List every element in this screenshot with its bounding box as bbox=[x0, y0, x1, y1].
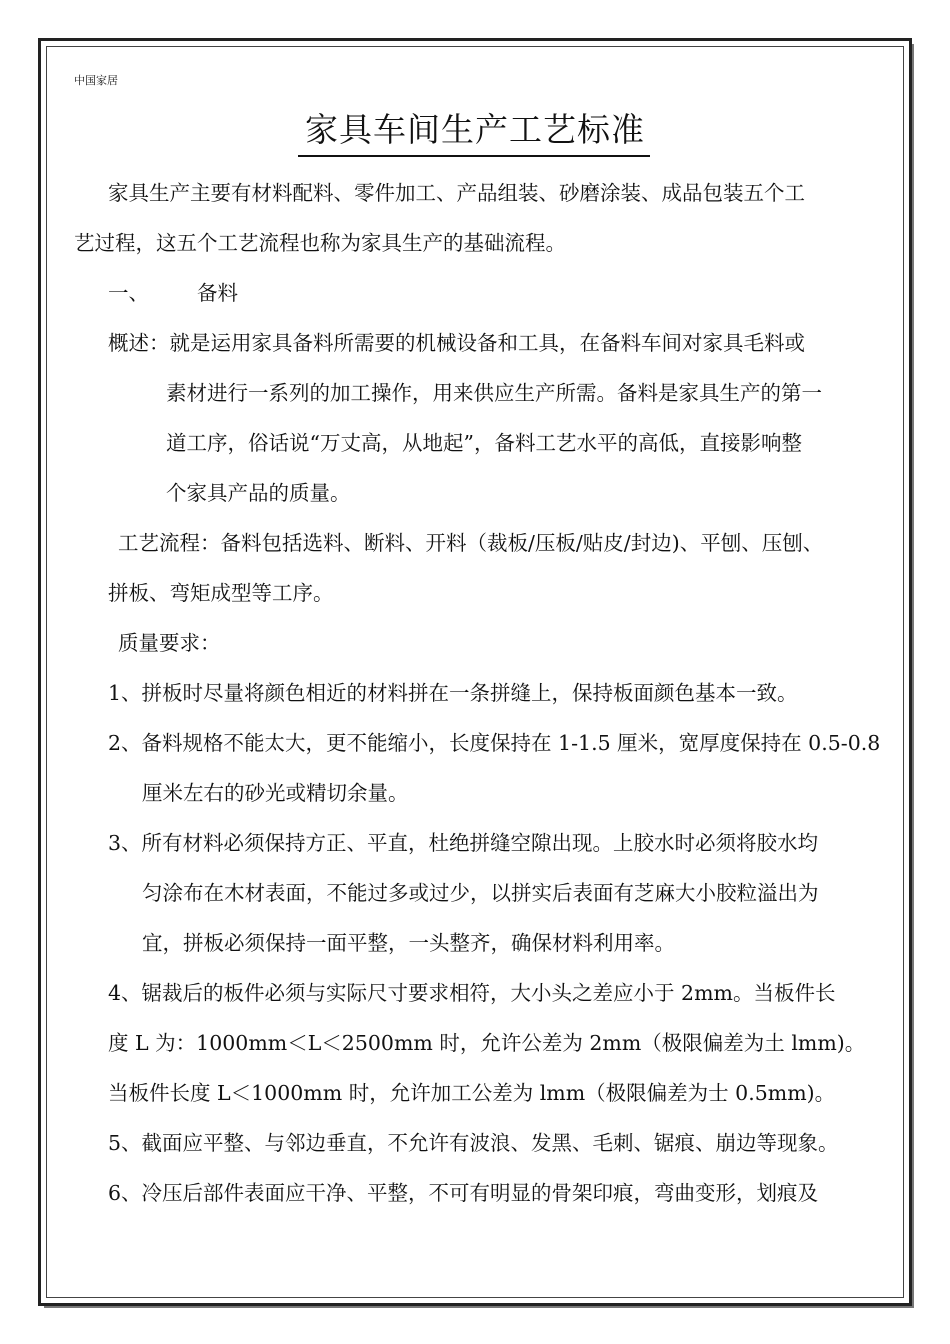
requirement-4-line-1: 4、锯裁后的板件必须与实际尺寸要求相符，大小头之差应小于 2mm。当板件长 bbox=[108, 981, 836, 1005]
header-note: 中国家居 bbox=[74, 74, 118, 87]
intro-line-1: 家具生产主要有材料配料、零件加工、产品组装、砂磨涂装、成品包装五个工 bbox=[108, 181, 805, 205]
requirement-4-line-3: 当板件长度 L＜1000mm 时，允许加工公差为 lmm（极限偏差为士 0.5mm)。 bbox=[108, 1081, 836, 1105]
overview-text-1: 就是运用家具备料所需要的机械设备和工具，在备料车间对家具毛料或 bbox=[169, 331, 805, 355]
document-title: 家具车间生产工艺标准 bbox=[305, 110, 645, 149]
requirement-1-line-1: 1、拼板时尽量将颜色相近的材料拼在一条拼缝上，保持板面颜色基本一致。 bbox=[108, 681, 798, 705]
requirement-5-line-1: 5、截面应平整、与邻边垂直，不允许有波浪、发黑、毛刺、锯痕、崩边等现象。 bbox=[108, 1131, 839, 1155]
document-body bbox=[74, 168, 881, 1218]
requirement-2-line-1: 2、备料规格不能太大，更不能缩小，长度保持在 1-1.5 厘米，宽厚度保持在 0.5-0.8 bbox=[108, 731, 881, 755]
title-underline bbox=[298, 155, 650, 157]
overview-line-4: 个家具产品的质量。 bbox=[166, 481, 351, 505]
section-number: 一、 bbox=[108, 281, 149, 305]
section-title: 备料 bbox=[197, 281, 238, 305]
requirement-3-line-1: 3、所有材料必须保持方正、平直，杜绝拼缝空隙出现。上胶水时必须将胶水均 bbox=[108, 831, 819, 855]
overview-label: 概述： bbox=[108, 331, 170, 355]
requirement-3-line-2: 匀涂布在木材表面，不能过多或过少，以拼实后表面有芝麻大小胶粒溢出为 bbox=[142, 881, 819, 905]
overview-line-1 bbox=[108, 318, 880, 368]
requirement-6-line-1: 6、冷压后部件表面应干净、平整，不可有明显的骨架印痕，弯曲变形，划痕及 bbox=[108, 1181, 819, 1205]
process-line-2: 拼板、弯矩成型等工序。 bbox=[108, 581, 334, 605]
quality-label: 质量要求： bbox=[118, 631, 221, 655]
overview-line-2: 素材进行一系列的加工操作，用来供应生产所需。备料是家具生产的第一 bbox=[166, 381, 822, 405]
overview-line-3: 道工序，俗话说“万丈高，从地起”，备料工艺水平的高低，直接影响整 bbox=[166, 431, 802, 455]
intro-line-2: 艺过程，这五个工艺流程也称为家具生产的基础流程。 bbox=[74, 231, 566, 255]
section-heading bbox=[108, 268, 880, 318]
requirement-2-line-2: 厘米左右的砂光或精切余量。 bbox=[142, 781, 409, 805]
requirement-4-line-2: 度 L 为：1000mm＜L＜2500mm 时，允许公差为 2mm（极限偏差为土 lmm)。 bbox=[108, 1031, 866, 1055]
process-line-1: 工艺流程：备料包括选料、断料、开料（裁板/压板/贴皮/封边)、平刨、压刨、 bbox=[118, 531, 824, 555]
requirement-3-line-3: 宜，拼板必须保持一面平整，一头整齐，确保材料利用率。 bbox=[142, 931, 675, 955]
